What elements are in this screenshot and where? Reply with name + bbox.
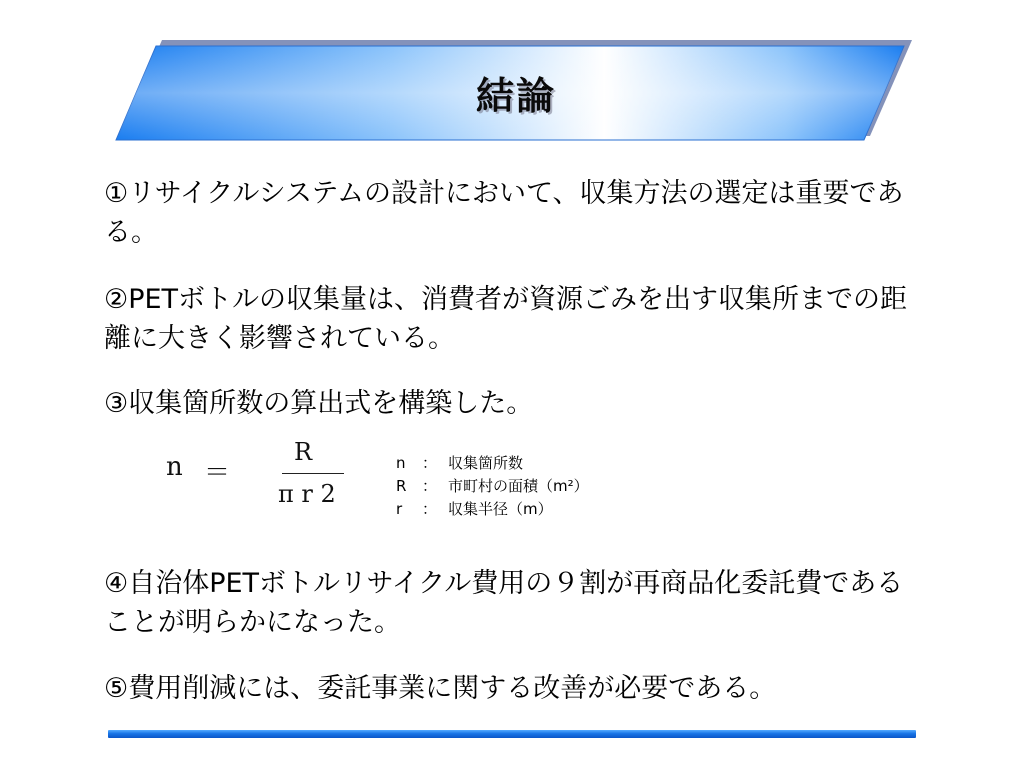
- legend-colon: ：: [422, 477, 438, 495]
- legend-desc: 収集半径（m）: [448, 500, 553, 518]
- formula-denominator: π r 2: [278, 480, 336, 508]
- bottom-divider: [108, 730, 916, 738]
- conclusion-point-2: ②PETボトルの収集量は、消費者が資源ごみを出す収集所までの距離に大きく影響されている。: [104, 284, 908, 354]
- formula-lhs: n: [166, 452, 183, 482]
- legend-colon: ：: [422, 500, 438, 518]
- conclusion-point-3: ③収集箇所数の算出式を構築した。: [104, 388, 534, 419]
- conclusion-point-1: ①リサイクルシステムの設計において、収集方法の選定は重要である。: [104, 178, 904, 248]
- legend-symbol: n: [396, 454, 406, 472]
- conclusion-point-4: ④自治体PETボトルリサイクル費用の９割が再商品化委託費であることが明らかになった。: [104, 568, 904, 638]
- formula-numerator: R: [294, 438, 313, 466]
- fraction-bar: [282, 473, 344, 474]
- legend-row: [396, 452, 589, 475]
- conclusion-point-5: ⑤費用削減には、委託事業に関する改善が必要である。: [104, 673, 777, 704]
- title-banner: [112, 36, 912, 146]
- legend-row: [396, 498, 589, 521]
- legend-symbol: r: [396, 500, 403, 518]
- legend-desc: 市町村の面積（m²）: [448, 477, 589, 495]
- legend-row: [396, 475, 589, 498]
- slide-title: 結論: [475, 73, 556, 118]
- legend-symbol: R: [396, 477, 407, 495]
- legend-colon: ：: [422, 454, 438, 472]
- formula-legend: [396, 452, 589, 521]
- formula-equals: ＝: [204, 458, 231, 488]
- legend-desc: 収集箇所数: [448, 454, 524, 472]
